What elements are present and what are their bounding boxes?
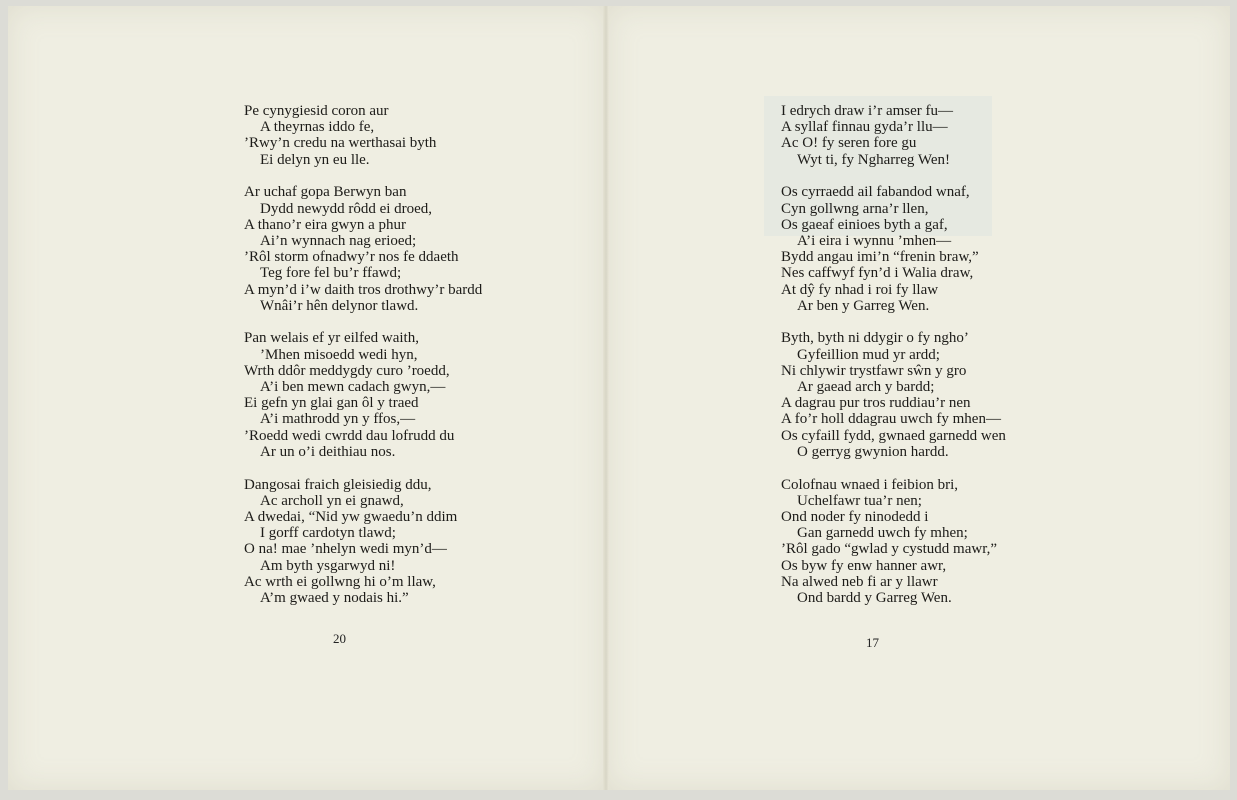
poem-line: Ar uchaf gopa Berwyn ban bbox=[244, 184, 407, 201]
poem-line: Pe cynygiesid coron aur bbox=[244, 103, 389, 119]
poem-line: Os cyrraedd ail fabandod wnaf, bbox=[781, 184, 970, 201]
poem-line: Colofnau wnaed i feibion bri, bbox=[781, 476, 959, 493]
book-spread bbox=[8, 6, 1230, 790]
poem-line: Na alwed neb fi ar y llawr bbox=[781, 573, 938, 590]
left-poem bbox=[244, 103, 482, 623]
stanza bbox=[781, 477, 1006, 607]
poem-line: A’m gwaed y nodais hi.” bbox=[260, 589, 409, 606]
page-number: 20 bbox=[333, 631, 346, 646]
stanza bbox=[244, 184, 482, 314]
poem-line: O gerryg gwynion hardd. bbox=[797, 443, 949, 460]
poem-line: Uchelfawr tua’r nen; bbox=[797, 492, 922, 509]
stanza bbox=[244, 330, 482, 460]
poem-line: ’Rôl storm ofnadwy’r nos fe ddaeth bbox=[244, 249, 459, 266]
poem-line: ’Rôl gado “gwlad y cystudd mawr,” bbox=[781, 541, 998, 558]
poem-line: I edrych draw i’r amser fu— bbox=[781, 103, 954, 119]
poem-line: Ar ben y Garreg Wen. bbox=[797, 297, 930, 314]
poem-line: Ac O! fy seren fore gu bbox=[781, 135, 917, 152]
poem-line: A’i eira i wynnu ’mhen— bbox=[797, 232, 952, 249]
poem-line: Cyn gollwng arna’r llen, bbox=[781, 200, 929, 217]
poem-line: ’Roedd wedi cwrdd dau lofrudd du bbox=[244, 427, 455, 444]
poem-line: Dydd newydd rôdd ei droed, bbox=[260, 200, 433, 217]
poem-line: Wyt ti, fy Ngharreg Wen! bbox=[797, 151, 950, 168]
poem-line: O na! mae ’nhelyn wedi myn’d— bbox=[244, 541, 447, 558]
poem-line: Bydd angau imi’n “frenin braw,” bbox=[781, 249, 979, 266]
stanza bbox=[781, 103, 1006, 168]
poem-line: Wrth ddôr meddygdy curo ’roedd, bbox=[244, 362, 450, 379]
poem-line: At dŷ fy nhad i roi fy llaw bbox=[781, 281, 939, 298]
poem-line: ’Rwy’n credu na werthasai byth bbox=[244, 135, 437, 152]
poem-line: I gorff cardotyn tlawd; bbox=[260, 525, 396, 542]
poem-line: Pan welais ef yr eilfed waith, bbox=[244, 330, 419, 347]
poem-line: A fo’r holl ddagrau uwch fy mhen— bbox=[781, 411, 1001, 428]
poem-line: Nes caffwyf fyn’d i Walia draw, bbox=[781, 265, 974, 282]
poem-line: Os gaeaf einioes byth a gaf, bbox=[781, 216, 948, 233]
stanza bbox=[781, 184, 1006, 314]
poem-line: Gyfeillion mud yr ardd; bbox=[797, 346, 940, 363]
poem-line: A dagrau pur tros ruddiau’r nen bbox=[781, 395, 971, 412]
poem-line: A dwedai, “Nid yw gwaedu’n ddim bbox=[244, 508, 458, 525]
book-gutter bbox=[603, 6, 609, 790]
poem-line: Os cyfaill fydd, gwnaed garnedd wen bbox=[781, 427, 1006, 444]
poem-line: ’Mhen misoedd wedi hyn, bbox=[260, 346, 418, 363]
poem-line: A’i mathrodd yn y ffos,— bbox=[260, 411, 416, 428]
poem-line: Ac archoll yn ei gnawd, bbox=[260, 492, 404, 509]
poem-line: Am byth ysgarwyd ni! bbox=[260, 557, 396, 574]
stanza bbox=[781, 330, 1006, 460]
poem-line: A thano’r eira gwyn a phur bbox=[244, 216, 407, 233]
poem-line: A theyrnas iddo fe, bbox=[260, 119, 375, 136]
poem-line: Ar gaead arch y bardd; bbox=[797, 379, 935, 396]
poem-line: Ei delyn yn eu lle. bbox=[260, 151, 370, 168]
poem-line: Ar un o’i deithiau nos. bbox=[260, 443, 396, 460]
poem-line: Ei gefn yn glai gan ôl y traed bbox=[244, 395, 419, 412]
right-poem bbox=[781, 103, 1006, 623]
poem-line: Teg fore fel bu’r ffawd; bbox=[260, 265, 402, 282]
poem-line: A syllaf finnau gyda’r llu— bbox=[781, 119, 948, 136]
poem-line: Gan garnedd uwch fy mhen; bbox=[797, 525, 968, 542]
poem-line: Ac wrth ei gollwng hi o’m llaw, bbox=[244, 573, 436, 590]
stanza bbox=[244, 103, 482, 168]
poem-line: Wnâi’r hên delynor tlawd. bbox=[260, 297, 419, 314]
poem-line: A myn’d i’w daith tros drothwy’r bardd bbox=[244, 281, 483, 298]
poem-line: Ni chlywir trystfawr sŵn y gro bbox=[781, 362, 967, 379]
stanza bbox=[244, 477, 482, 607]
poem-line: A’i ben mewn cadach gwyn,— bbox=[260, 379, 446, 396]
poem-line: Dangosai fraich gleisiedig ddu, bbox=[244, 476, 432, 493]
poem-line: Byth, byth ni ddygir o fy ngho’ bbox=[781, 330, 969, 347]
poem-line: Os byw fy enw hanner awr, bbox=[781, 557, 947, 574]
poem-line: Ond bardd y Garreg Wen. bbox=[797, 589, 952, 606]
page-number: 17 bbox=[866, 635, 879, 650]
poem-line: Ai’n wynnach nag erioed; bbox=[260, 232, 417, 249]
poem-line: Ond noder fy ninodedd i bbox=[781, 508, 929, 525]
